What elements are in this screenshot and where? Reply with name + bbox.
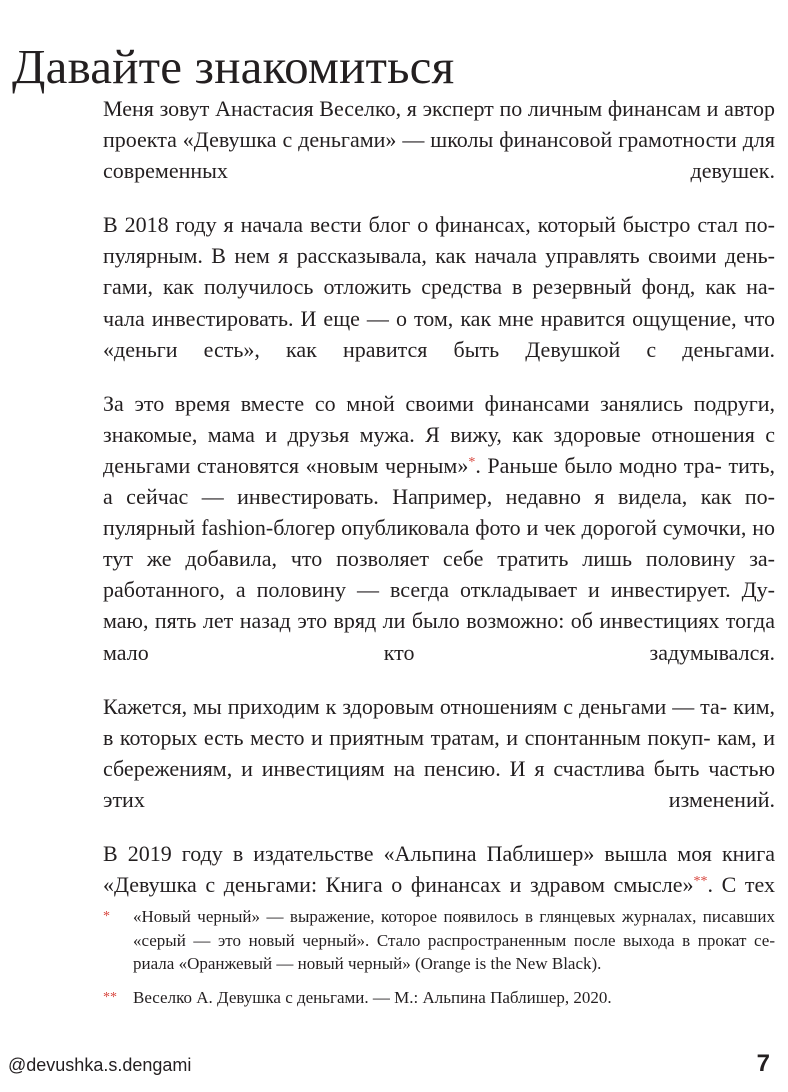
text-line: чала инвестировать. И еще — о том, как мне нравится ощущение, (103, 305, 737, 331)
text-line: что «деньги есть», как нравится быть Девушкой с деньгами. (103, 305, 776, 362)
text-line: но тут же добавила, что позволяет себе тратить лишь половину за- (103, 515, 775, 572)
text-line: тогда мало кто задумывался. (103, 608, 776, 665)
text-line: Меня зовут Анастасия Веселко, я эксперт по личным финансам (103, 96, 701, 121)
page-number: 7 (756, 1050, 770, 1077)
text-line: грамотности для современных девушек. (103, 127, 775, 184)
text-fragment: «Девушка с деньгами: Книга о финансах и здравом смысле» (103, 872, 694, 898)
footnote-mark: ** (103, 989, 117, 1005)
main-text (103, 93, 775, 923)
footnote-ref-1[interactable]: * (468, 454, 476, 470)
footnote-ref-2[interactable]: ** (693, 874, 708, 890)
paragraph-healthy-relations (103, 691, 775, 815)
text-line: Кажется, мы приходим к здоровым отношениям с деньгами — та- (103, 693, 728, 719)
text-line: гами, как получилось отложить средства в резервный фонд, как на- (103, 274, 775, 300)
text-line: В 2018 году я начала вести блог о финансах, который быстро стал по- (103, 212, 775, 238)
text-line: пулярным. В нем я рассказывала, как начала управлять своими день- (103, 243, 775, 269)
text-fragment: с деньгами становятся «новым черным» (103, 421, 775, 478)
footnote-mark: * (103, 909, 110, 924)
text-line: В 2019 году в издательстве «Альпина Паблишер» вышла моя книга (103, 840, 775, 866)
social-handle: @devushka.s.dengami (8, 1055, 192, 1075)
footnotes (103, 905, 775, 1019)
paragraph-trends (103, 388, 775, 668)
text-line: тить, а сейчас — инвестировать. Например, недавно я видела, как по- (103, 452, 776, 510)
text-line: ким, в которых есть место и приятным тратам, и спонтанным покуп- (103, 693, 776, 750)
text-fragment: . Раньше было модно тра- (475, 452, 722, 478)
footnote-line: риала «Оранжевый — новый черный» (Orange is the New Black). (133, 954, 602, 973)
text-line: пулярный fashion-блогер опубликовала фото и чек дорогой сумочки, (103, 515, 747, 541)
text-fragment: . С тех (707, 872, 776, 898)
text-line: маю, пять лет назад это вряд ли было возможно: об инвестициях (103, 608, 720, 634)
footnote-line: Веселко А. Девушка с деньгами. — М.: Альпина Паблишер, 2020. (133, 987, 612, 1007)
text-line: кам, и сбережениям, и инвестициям на пенсию. И я счастлива быть (103, 724, 775, 781)
text-line: За это время вместе со мной своими финансами занялись подруги, (103, 390, 775, 416)
page-title: Давайте знакомиться (12, 38, 455, 94)
footnote-2 (103, 986, 775, 1010)
text-line: частью этих изменений. (103, 755, 776, 812)
paragraph-blog (103, 209, 775, 364)
text-line: и автор проекта «Девушка с деньгами» — школы финансовой (103, 96, 776, 153)
paragraph-intro (103, 93, 775, 186)
footnote-1 (103, 905, 775, 976)
paragraph-book (103, 838, 775, 900)
text-line: работанного, а половину — всегда откладывает и инвестирует. Ду- (103, 577, 775, 603)
footnote-line: «Новый черный» — выражение, которое появилось в глянцевых журналах, писавших (133, 907, 775, 926)
text-line: знакомые, мама и друзья мужа. Я вижу, как здоровые отношения (103, 421, 755, 447)
text-line-with-footnote (103, 872, 775, 897)
footnote-line: «серый — это новый черный». Стало распространенным после выхода в прокат се- (133, 930, 775, 950)
